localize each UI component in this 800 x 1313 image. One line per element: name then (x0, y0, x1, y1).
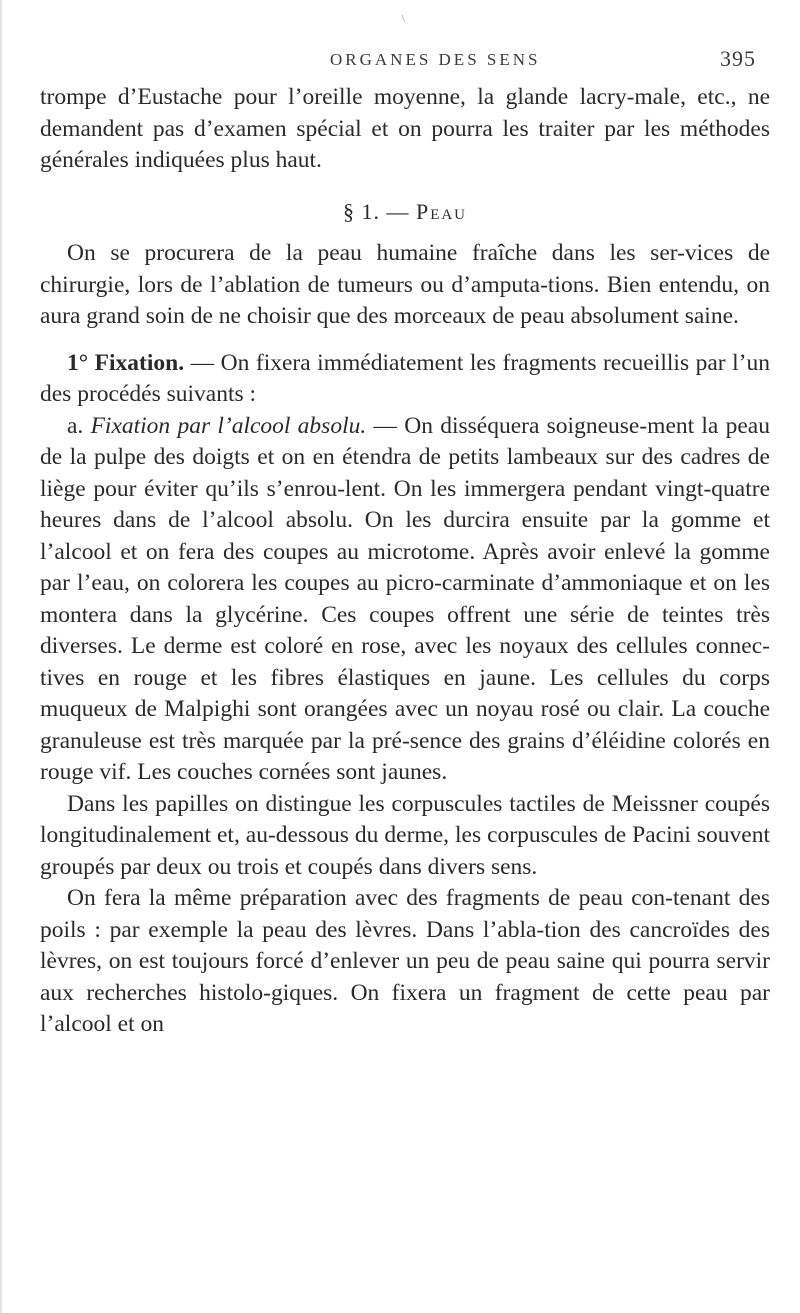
section-heading-title: Peau (415, 198, 468, 224)
paragraph-alcohol-fixation (40, 411, 770, 789)
section-heading-prefix: § 1. — (342, 198, 416, 224)
paragraph-skin-source: On se procurera de la peau humaine fraîche dans les ser-vices de chirurgie, lors de l’ablation de tumeurs ou d’amputa-tions. Bien entendu, on aura grand soin de ne choisir que des morceaux de peau absolument saine. (40, 240, 770, 329)
page-number: 395 (720, 46, 756, 71)
body-text (40, 82, 770, 1041)
running-head: ORGANES DES SENS (330, 50, 541, 69)
paragraph-fixation (40, 348, 770, 411)
paragraph-continuation: trompe d’Eustache pour l’oreille moyenne, la glande lacry-male, etc., ne demandent pas d’examen spécial et on pourra les traiter par les méthodes générales indiquées plus haut. (40, 84, 770, 173)
item-label: a. (67, 412, 91, 439)
scan-edge-shadow (0, 0, 3, 1313)
fixation-heading: 1° Fixation. (67, 349, 185, 376)
paragraph-hair-skin: On fera la même préparation avec des fragments de peau con-tenant des poils : par exemple la peau des lèvres. Dans l’abla-tion des cancroïdes des lèvres, on est toujours forcé d’enlever un peu de peau saine qui pourra servir aux recherches histolo-giques. On fixera un fragment de cette peau par l’alcool et on (40, 885, 770, 1037)
section-heading (40, 196, 770, 228)
fixation-text: — On fixera immédiatement les fragments recueillis par l’un des procédés suivants : (40, 349, 770, 407)
alcohol-fixation-text: — On disséquera soigneuse-ment la peau de la pulpe des doigts et on en étendra de petits lambeaux sur des cadres de liège pour éviter qu’ils s’enrou-lent. On les immergera pendant vingt-quatre heures dans de l’alcool absolu. On les durcira ensuite par la gomme et l’alcool et on fera des coupes au microtome. Après avoir enlevé la gomme par l’eau, on colorera les coupes au picro-carminate d’ammoniaque et on les montera dans la glycérine. Ces coupes offrent une série de teintes très diverses. Le derme est coloré en rose, avec les noyaux des cellules connec-tives en rouge et les fibres élastiques en jaune. Les cellules du corps muqueux de Malpighi sont orangées avec un noyau rosé ou clair. La couche granuleuse est très marquée par la pré-sence des grains d’éléidine colorés en rouge vif. Les couches cornées sont jaunes. (40, 412, 770, 785)
scan-mark: \ (402, 14, 405, 25)
paragraph-papillae: Dans les papilles on distingue les corpuscules tactiles de Meissner coupés longitudinalement et, au-dessous du derme, les corpuscules de Pacini souvent groupés par deux ou trois et coupés dans divers sens. (40, 790, 770, 880)
paragraph-gap (40, 333, 770, 348)
alcohol-fixation-title: Fixation par l’alcool absolu. (90, 412, 367, 439)
